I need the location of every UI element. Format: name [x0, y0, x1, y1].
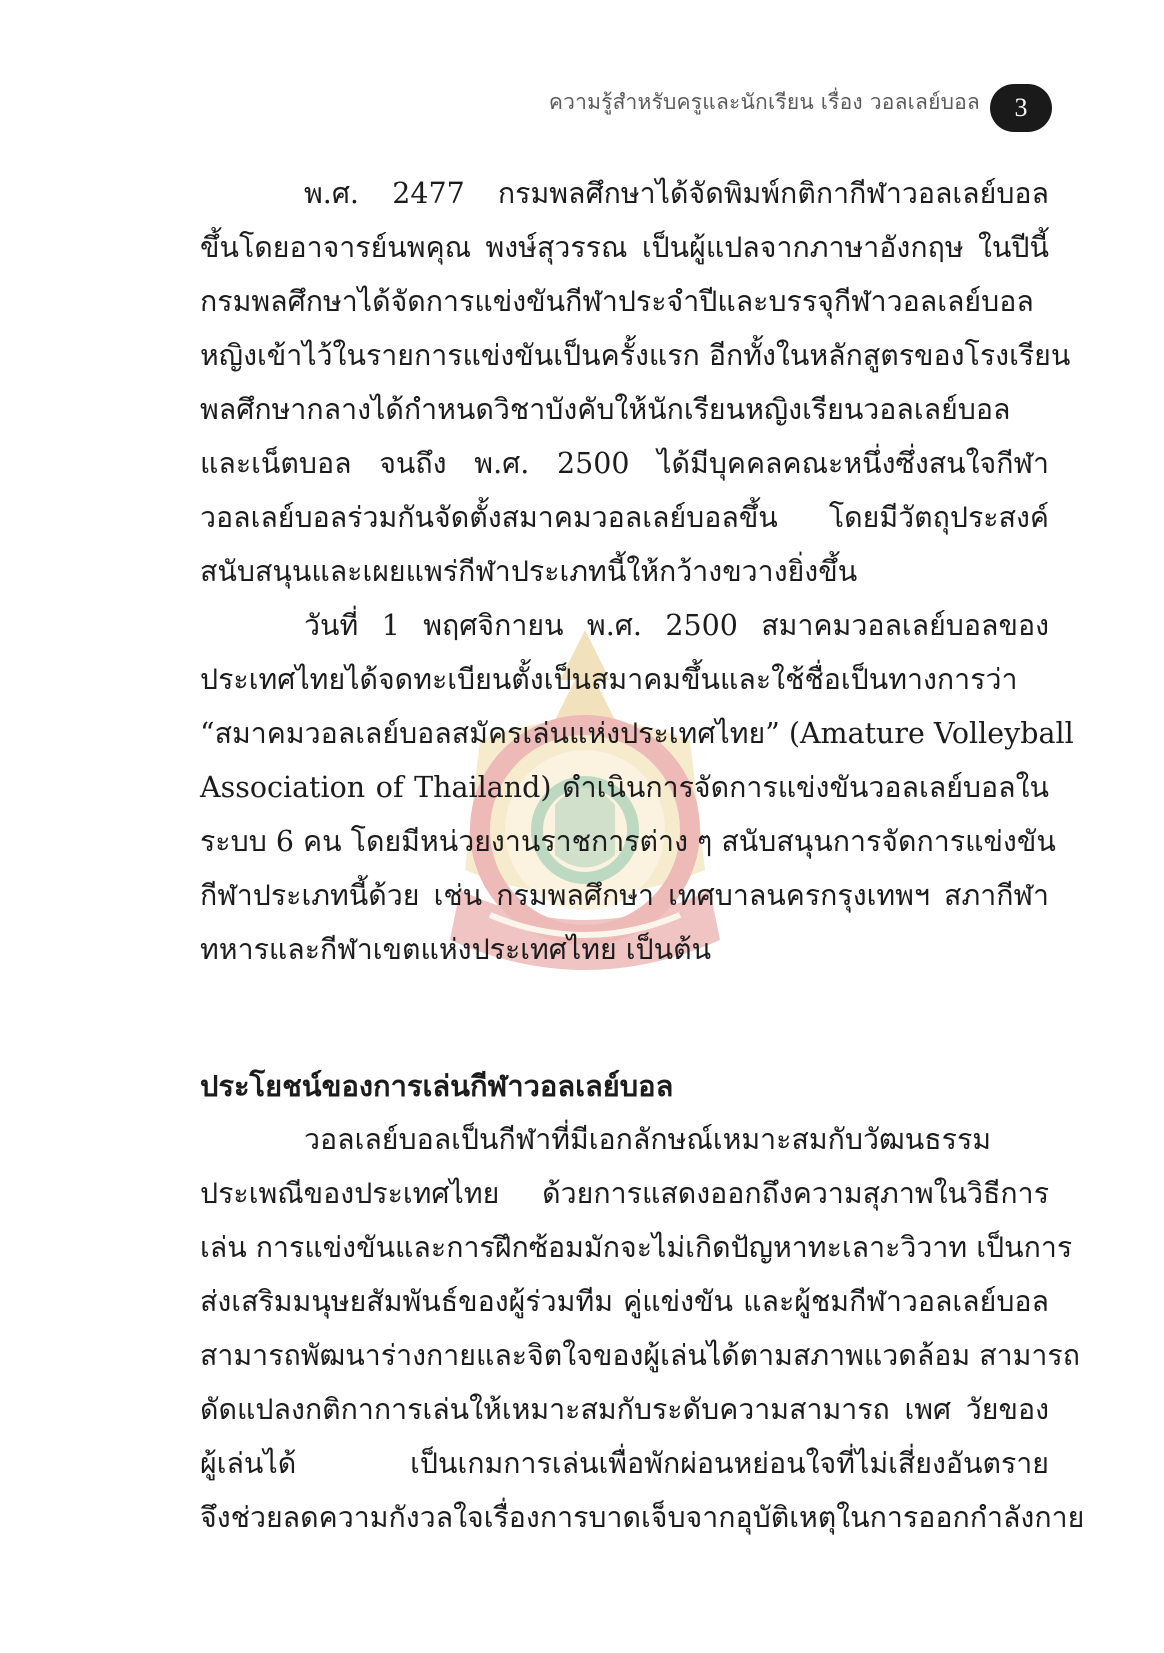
body-text-line: ดัดแปลงกติกาการเล่นให้เหมาะสมกับระดับความสามารถ เพศ วัยของ: [200, 1393, 1049, 1426]
body-text-line: ส่งเสริมมนุษยสัมพันธ์ของผู้ร่วมทีม คู่แข่งขัน และผู้ชมกีฬาวอลเลย์บอล: [200, 1285, 1049, 1318]
body-text-line: กรมพลศึกษาได้จัดการแข่งขันกีฬาประจำปีและบรรจุกีฬาวอลเลย์บอล: [200, 285, 1034, 318]
body-text-line: ประเทศไทยได้จดทะเบียนตั้งเป็นสมาคมขึ้นและใช้ชื่อเป็นทางการว่า: [200, 663, 1018, 696]
body-text-line: และเน็ตบอล จนถึง พ.ศ. 2500 ได้มีบุคคลคณะหนึ่งซึ่งสนใจกีฬา: [200, 447, 1049, 480]
body-text-line: ผู้เล่นได้ เป็นเกมการเล่นเพื่อพักผ่อนหย่อนใจที่ไม่เสี่ยงอันตราย: [200, 1447, 1049, 1480]
body-text-line: ประเพณีของประเทศไทย ด้วยการแสดงออกถึงความสุภาพในวิธีการ: [200, 1177, 1049, 1210]
body-text-line: “สมาคมวอลเลย์บอลสมัครเล่นแห่งประเทศไทย” (Amature Volleyball: [200, 717, 1074, 750]
body-text-line: สนับสนุนและเผยแพร่กีฬาประเภทนี้ให้กว้างขวางยิ่งขึ้น: [200, 555, 858, 588]
body-text-line: สามารถพัฒนาร่างกายและจิตใจของผู้เล่นได้ตามสภาพแวดล้อม สามารถ: [200, 1339, 1080, 1372]
page-number-badge: 3: [990, 84, 1052, 132]
body-text-line: ขึ้นโดยอาจารย์นพคุณ พงษ์สุวรรณ เป็นผู้แปลจากภาษาอังกฤษ ในปีนี้: [200, 231, 1049, 264]
body-text-line: วอลเลย์บอลร่วมกันจัดตั้งสมาคมวอลเลย์บอลขึ้น โดยมีวัตถุประสงค์: [200, 501, 1049, 534]
body-text-line: พลศึกษากลางได้กำหนดวิชาบังคับให้นักเรียนหญิงเรียนวอลเลย์บอล: [200, 393, 1011, 426]
body-text-line: พ.ศ. 2477 กรมพลศึกษาได้จัดพิมพ์กติกากีฬาวอลเลย์บอล: [304, 177, 1049, 210]
body-text-line: เล่น การแข่งขันและการฝึกซ้อมมักจะไม่เกิดปัญหาทะเลาะวิวาท เป็นการ: [200, 1231, 1073, 1264]
body-text-line: วอลเลย์บอลเป็นกีฬาที่มีเอกลักษณ์เหมาะสมกับวัฒนธรรม: [304, 1123, 992, 1156]
running-header-title: ความรู้สำหรับครูและนักเรียน เรื่อง วอลเลย์บอล: [548, 90, 980, 114]
body-text-line: กีฬาประเภทนี้ด้วย เช่น กรมพลศึกษา เทศบาลนครกรุงเทพฯ สภากีฬา: [200, 879, 1049, 912]
section-heading: ประโยชน์ของการเล่นกีฬาวอลเลย์บอล: [200, 1069, 674, 1103]
body-text-line: ทหารและกีฬาเขตแห่งประเทศไทย เป็นต้น: [200, 933, 712, 966]
body-text-line: จึงช่วยลดความกังวลใจเรื่องการบาดเจ็บจากอุบัติเหตุในการออกกำลังกาย: [200, 1501, 1085, 1534]
body-text-line: หญิงเข้าไว้ในรายการแข่งขันเป็นครั้งแรก อีกทั้งในหลักสูตรของโรงเรียน: [200, 339, 1071, 372]
body-text-line: Association of Thailand) ดำเนินการจัดการแข่งขันวอลเลย์บอลใน: [200, 771, 1049, 804]
body-text-line: วันที่ 1 พฤศจิกายน พ.ศ. 2500 สมาคมวอลเลย์บอลของ: [304, 609, 1049, 642]
body-text-line: ระบบ 6 คน โดยมีหน่วยงานราชการต่าง ๆ สนับสนุนการจัดการแข่งขัน: [200, 825, 1056, 858]
